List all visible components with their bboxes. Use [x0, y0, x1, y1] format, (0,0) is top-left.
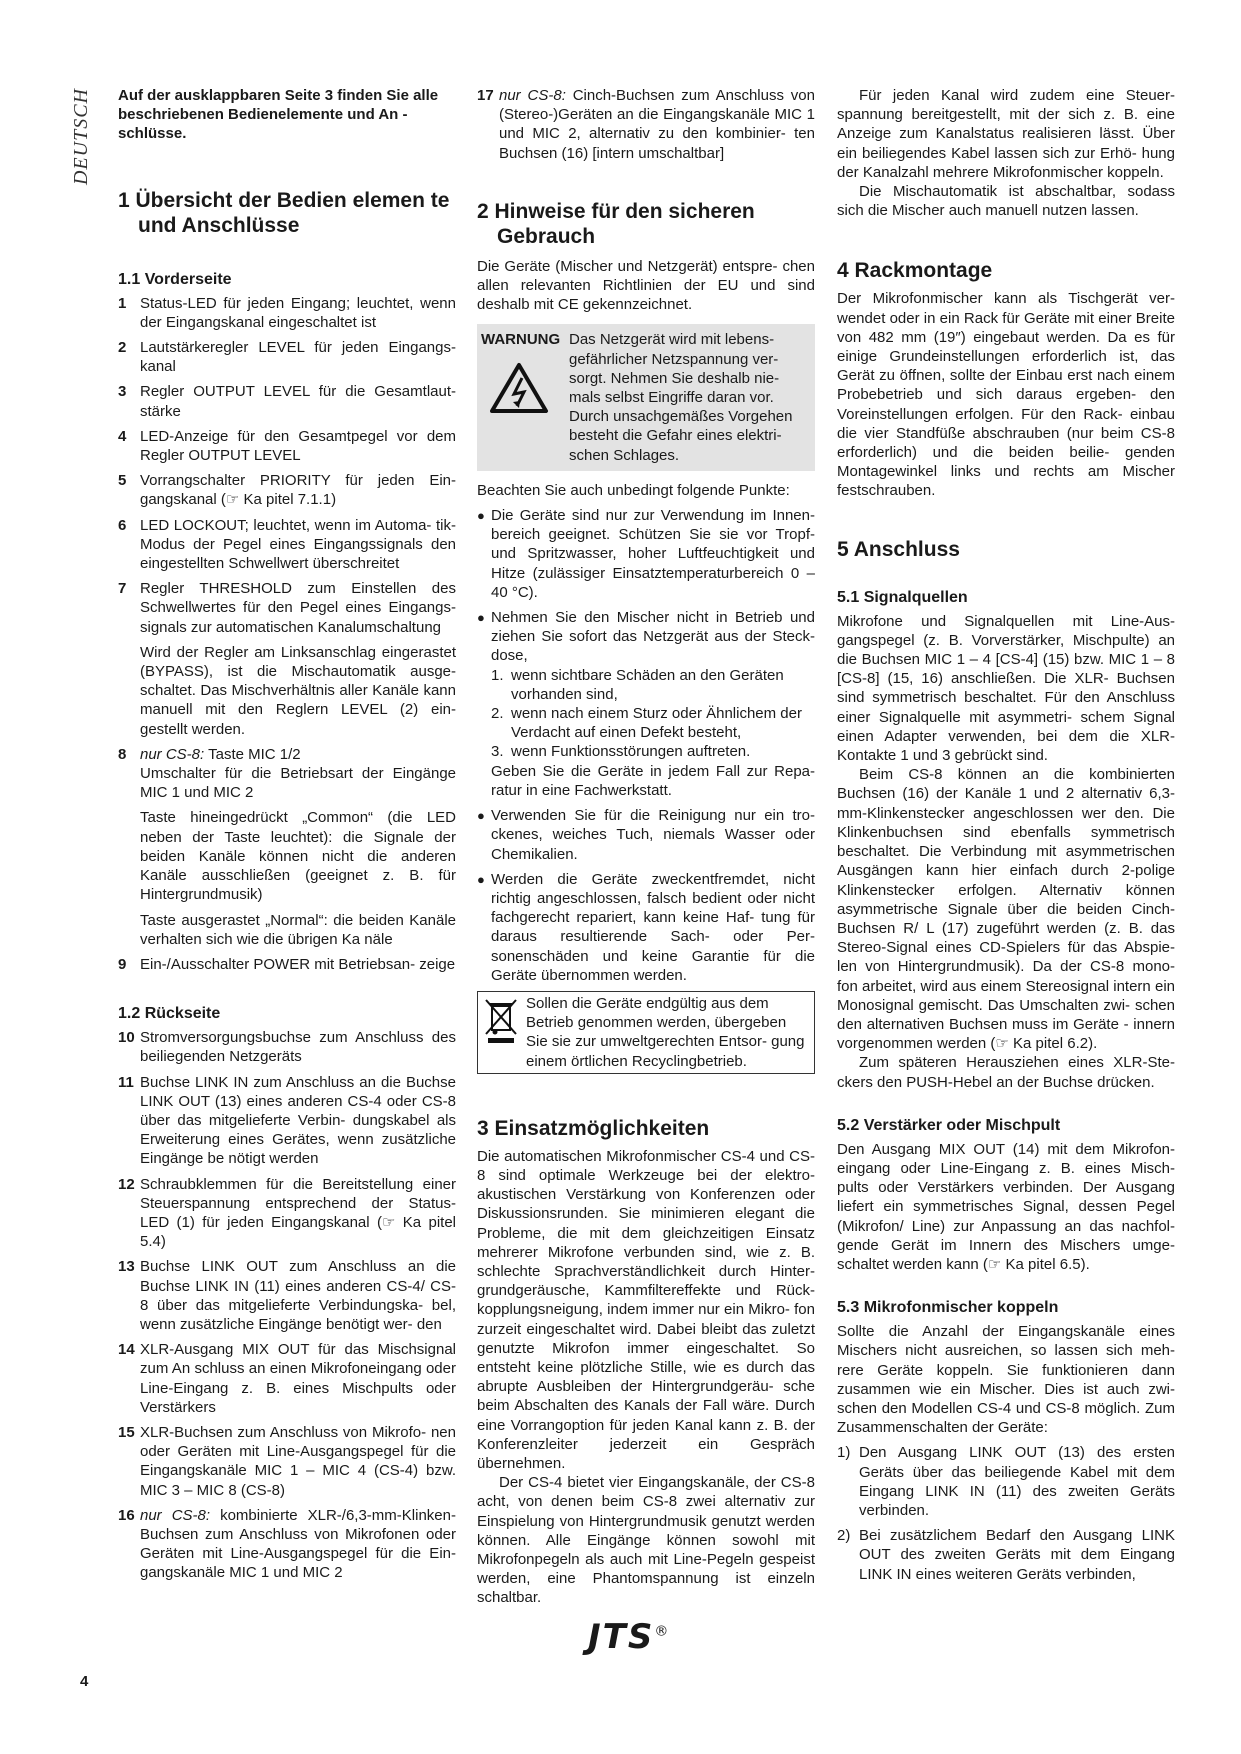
repair-note: Geben Sie die Geräte in jedem Fall zur Repa- ratur in eine Fachwerkstatt. — [491, 762, 815, 799]
item-8-common: Taste hineingedrückt „Common“ (die LED neben der Taste leuchtet): die Signale der beiden Kanäle können nicht die anderen Kanäle ausschließen (geeignet z. B. für Hintergrundmusik) — [140, 809, 456, 904]
section-2-intro: Die Geräte (Mischer und Netzgerät) entspre- chen allen relevanten Richtlinien der EU und sind deshalb mit CE gekennzeichnet. — [477, 257, 815, 314]
section-5-3-text: Sollte die Anzahl der Eingangskanäle eines Mischers nicht ausreichen, so lassen sich meh- rere Geräte koppeln. Sie funktionieren dann zusammen wie ein Mischer. Dies ist auch zwi- schen den Modellen CS-4 und CS-8 möglich. Zum Zusammenschalten der Geräte: — [837, 1323, 1175, 1437]
section-4-text: Der Mikrofonmischer kann als Tischgerät ver- wendet oder in ein Rack für Geräte mit einer Breite von 482 mm (19″) eingebaut werden. Da es für einige Grundeinstellungen erforderlich ist, das Gerät zu öffnen, sollte der Einbau erst nach einem Probebetrieb und sich daraus ergeben- den Voreinstellungen erfolgen. Für den Rack- einbau die vier Standfüße abschrauben (nur beim CS-8 erforderlich) und die beiden beilie- genden Montagewinkel links und rechts am Mischer festschrauben. — [837, 290, 1175, 500]
section-5-2-text: Den Ausgang MIX OUT (14) mit dem Mikrofon- eingang oder Line-Eingang z. B. eines Misch- pults oder Verstärkers verbinden. Der Ausgang liefert ein symmetrisches Signal, dessen Pegel (Mikrofon/ Line) zur Anpassung an das nachfol- gende Gerät im Innern des Mischers umge- schaltet werden kann (☞ Ka pitel 6.5). — [837, 1140, 1175, 1273]
list-item: 1. wenn sichtbare Schäden an den Geräten vorhanden sind, — [491, 666, 784, 703]
coupling-steps — [837, 1443, 1175, 1583]
section-5-1-paragraph-2: Beim CS-8 können an die kombinierten Buchsen (16) der Kanäle 1 und 2 alternativ 6,3-mm-Klinkenstecker angeschlossen wer den. Die Klinkenbuchsen sind ebenfalls symmetrisch beschaltet. Die Verbindung mit asymmetrischen Ausgängen kann hier einfach durch 2-polige Klinkenstecker erfolgen. Alternativ können asymmetrische Signale über die beiden Cinch- Buchsen R/ L (17) zugeführt werden (z. B. das Stereo-Signal eines CD-Spielers für das Abspie- len von Hintergrundmusik). Da der CS-8 mono- fon arbeitet, wird aus einem Stereosignal intern ein Monosignal gemischt. Das Umschalten zwi- schen den alternativen Buchsen muss im Geräte - innern vorgenommen werden (☞ Ka pitel 6.2). — [837, 766, 1175, 1053]
item-8-normal: Taste ausgerastet „Normal“: die beiden Kanäle verhalten sich wie die übrigen Ka näle — [140, 911, 456, 948]
list-item: 12 Schraubklemmen für die Bereitstellung einer Steuerspannung entsprechend der Status- LED (1) für jeden Eingangskanal (☞ Ka pitel 5.4) — [118, 1175, 456, 1251]
section-3-paragraph-2: Der CS-4 bietet vier Eingangskanäle, der CS-8 acht, von denen beim CS-8 zwei alternativ zur Einspielung von Hintergrundmusik genutzt werden können. Alle Eingänge können sowohl mit Mikrofonpegeln als auch mit Line-Pegeln gespeist werden, eine Phantomspannung ist einzeln schaltbar. — [477, 1474, 815, 1607]
section-5-1-paragraph-3: Zum späteren Herausziehen eines XLR-Ste- ckers den PUSH-Hebel an der Buchse drücken. — [837, 1054, 1175, 1091]
list-item: 2. wenn nach einem Sturz oder Ähnlichem der Verdacht auf einen Defekt besteht, — [491, 705, 802, 742]
side-language-label: DEUTSCH — [70, 88, 92, 186]
list-item: 3 Regler OUTPUT LEVEL für die Gesamtlaut- stärke — [118, 383, 456, 420]
automix-paragraph: Die Mischautomatik ist abschaltbar, sodass sich die Mischer auch manuell nutzen lassen. — [837, 183, 1175, 220]
list-item: 5 Vorrangschalter PRIORITY für jeden Ein- gangskanal (☞ Ka pitel 7.1.1) — [118, 472, 456, 509]
section-4-heading: 4 Rackmontage — [837, 259, 993, 283]
warning-text: Das Netzgerät wird mit lebens- gefährlicher Netzspannung ver- sorgt. Nehmen Sie deshalb nie- mals selbst Eingriffe daran vor. Durch unsachgemäßes Vorgehen besteht die Gefahr eines elektri- schen Schlages. — [569, 331, 793, 464]
section-2-heading: 2 Hinweise für den sicheren Gebrauch — [477, 199, 755, 248]
list-item: 13 Buchse LINK OUT zum Anschluss an die Buchse LINK IN (11) eines anderen CS-4/ CS-8 über das mitgelieferte Verbindungska- bel, wenn zusätzliche Eingänge benötigt wer- den — [118, 1258, 456, 1333]
section-5-1-paragraph-1: Mikrofone und Signalquellen mit Line-Aus- gangspegel (z. B. Vorverstärker, Mischpulte) an die Buchsen MIC 1 – 4 [CS-4] (15) bzw. MIC 1 – 8 [CS-8] (15, 16) anschließen. Die XLR- Buchsen sind symmetrisch beschaltet. Für den Anschluss einer Signalquelle mit asymmetri- schem Signal einen Adapter verwenden, bei dem die XLR-Kontakte 1 und 3 gebrückt sind. — [837, 612, 1175, 765]
list-item: 2 Lautstärkeregler LEVEL für jeden Eingangs- kanal — [118, 339, 456, 376]
list-item: 6 LED LOCKOUT; leuchtet, wenn im Automa- tik-Modus der Pegel eines Eingangssignals den eingestellten Schwellwert überschreitet — [118, 516, 456, 573]
disconnect-conditions — [477, 666, 815, 762]
control-voltage-paragraph: Für jeden Kanal wird zudem eine Steuer- spannung bereitgestellt, mit der sich z. B. eine Anzeige zum Kanalstatus realisieren lässt. Über ein beiliegendes Kabel lassen sich zur Erhö- hung der Kanalzahl mehrere Mikrofonmischer koppeln. — [837, 87, 1175, 181]
section-1-2-heading: 1.2 Rückseite — [118, 1005, 221, 1023]
list-item-17: 17 nur CS-8: Cinch-Buchsen zum Anschluss von (Stereo-)Geräten an die Eingangskanäle MIC 1 und MIC 2, alternativ zu den kombinier- ten Buchsen (16) [intern umschaltbar] — [477, 87, 815, 162]
recycling-text: Sollen die Geräte endgültig aus dem Betrieb genommen werden, übergeben Sie sie zur umweltgerechten Entsor- gung einem örtlichen Recyclingbetrieb. — [526, 994, 805, 1070]
section-1-heading: 1 Übersicht der Bedien elemen te und Anschlüsse — [118, 188, 450, 237]
list-item: 1) Den Ausgang LINK OUT (13) des ersten Geräts über das beiliegende Kabel mit dem Eingang LINK IN (11) des zweiten Geräts verbinden. — [837, 1444, 1175, 1519]
wheelie-bin-crossed-icon — [482, 994, 520, 1046]
bullet-cleaning: ● Verwenden Sie für die Reinigung nur ein tro- ckenes, weiches Tuch, niemals Wasser oder Chemikalien. — [477, 806, 815, 864]
bullet-liability: ● Werden die Geräte zweckentfremdet, nicht richtig angeschlossen, falsch bedient oder nicht fachgerecht repariert, kann keine Haf- tung für daraus resultierende Sach- oder Per- sonenschäden und keine Garantie für die Geräte übernommen werden. — [477, 870, 815, 985]
list-item: 15 XLR-Buchsen zum Anschluss von Mikrofo- nen oder Geräten mit Line-Ausgangspegel für die Eingangskanäle MIC 1 – MIC 4 (CS-4) bzw. MIC 3 – MIC 8 (CS-8) — [118, 1423, 456, 1499]
intro-note: Auf der ausklappbaren Seite 3 finden Sie alle beschriebenen Bedienelemente und An - schlüsse. — [118, 87, 439, 143]
bullet-indoor: ● Die Geräte sind nur zur Verwendung im Innen- bereich geeignet. Schützen Sie sie vor Tropf- und Spritzwasser, hoher Luftfeuchtigkeit und Hitze (zulässiger Einsatztemperaturbereich 0 – 40 °C). — [477, 506, 815, 602]
list-item-8: 8 nur CS-8: Taste MIC 1/2 Umschalter für die Betriebsart der Eingänge MIC 1 und MIC 2 Taste hineingedrückt „Common“ (die LED neben der Taste leuchtet): die Signale der beiden Kanäle können nicht die anderen Kanäle ausschließen (geeignet z. B. für Hintergrundmusik) Taste ausgerastet „Normal“: die beiden Kanäle verhalten sich wie die übrigen Ka näle — [118, 745, 456, 948]
list-item: 2) Bei zusätzlichem Bedarf den Ausgang LINK OUT des zweiten Geräts mit dem Eingang LINK IN eines weiteren Geräts verbinden, — [837, 1527, 1175, 1583]
section-3-heading: 3 Einsatzmöglichkeiten — [477, 1116, 710, 1140]
points-intro: Beachten Sie auch unbedingt folgende Punkte: — [477, 481, 790, 499]
section-5-heading: 5 Anschluss — [837, 537, 960, 561]
column-3 — [837, 86, 1175, 1590]
list-item: 4 LED-Anzeige für den Gesamtpegel vor dem Regler OUTPUT LEVEL — [118, 427, 456, 465]
list-item-9: 9 Ein-/Ausschalter POWER mit Betriebsan- zeige — [118, 955, 456, 973]
section-1-1-heading: 1.1 Vorderseite — [118, 270, 232, 288]
bullet-disconnect: ● Nehmen Sie den Mischer nicht in Betrieb und ziehen Sie sofort das Netzgerät aus der Steck- dose, — [477, 608, 815, 666]
list-item: 7 Regler THRESHOLD zum Einstellen des Schwellwertes für den Pegel eines Eingangs- signals zur automatischen Kanalumschaltung — [118, 580, 456, 636]
recycling-box — [477, 991, 815, 1074]
section-5-1-heading: 5.1 Signalquellen — [837, 588, 968, 606]
list-item: 1 Status-LED für jeden Eingang; leuchtet, wenn der Eingangskanal eingeschaltet ist — [118, 294, 456, 331]
list-item: 11 Buchse LINK IN zum Anschluss an die Buchse LINK OUT (13) eines anderen CS-4 oder CS-8 über das mitgelieferte Verbin- dungskabel als Erweiterung eines Gerätes, wenn zusätzliche Eingänge be nötigt werden — [118, 1073, 456, 1168]
section-3-paragraph-1: Die automatischen Mikrofonmischer CS-4 und CS-8 sind optimale Werkzeuge bei der elektro- akustischen Verstärkung von Konferenzen oder Diskussionsrunden. Sie minimieren elegant die Probleme, die mit dem gleichzeitigen Einsatz mehrerer Mikrofone verbunden sind, wie z. B. schlechte Sprachverständlichkeit durch Hinter- grundgeräusche, Kammfiltereffekte und Rück- kopplungsneigung, indem immer nur ein Mikro- fon zurzeit eingeschaltet wird. Dabei bleibt das zuletzt genutzte Mikrofon immer eingeschaltet. So entsteht keine plötzliche Stille, wie es durch das abrupte Ausbleiben der Hintergrundgeräu- sche beim Abschalten des Kanals der Fall wäre. Durch eine Vorrangoption für jeden Kanal kann z. B. der Konferenzleiter jederzeit ein Gespräch übernehmen. — [477, 1147, 815, 1472]
jts-logo: JTS® — [588, 1617, 671, 1657]
list-item: 14 XLR-Ausgang MIX OUT für das Mischsignal zum An schluss an einen Mikrofoneingang oder Line-Eingang z. B. eines Mischpults oder Verstärkers — [118, 1341, 456, 1416]
rear-items-list — [118, 1028, 456, 1500]
front-items-list — [118, 294, 456, 637]
column-2 — [477, 86, 815, 1608]
item-7-note: Wird der Regler am Linksanschlag eingerastet (BYPASS), ist die Mischautomatik ausge- schaltet. Das Mischverhältnis aller Kanäle kann manuell mit den Reglern LEVEL (2) ein- gestellt werden. — [140, 643, 456, 738]
warning-label: WARNUNG — [481, 331, 561, 349]
list-item-16: 16 nur CS-8: kombinierte XLR-/6,3-mm-Klinken- Buchsen zum Anschluss von Mikrofonen oder Geräten mit Line-Ausgangspegel für die Ein- gangskanäle MIC 1 und MIC 2 — [118, 1506, 456, 1582]
high-voltage-icon — [489, 362, 549, 414]
warning-box — [477, 324, 815, 470]
page-number: 4 — [80, 1673, 89, 1690]
section-5-2-heading: 5.2 Verstärker oder Mischpult — [837, 1116, 1061, 1134]
list-item: 3. wenn Funktionsstörungen auftreten. — [491, 743, 751, 761]
list-item: 10 Stromversorgungsbuchse zum Anschluss des beiliegenden Netzgeräts — [118, 1029, 456, 1066]
section-5-3-heading: 5.3 Mikrofonmischer koppeln — [837, 1299, 1059, 1317]
column-1 — [118, 86, 456, 1589]
